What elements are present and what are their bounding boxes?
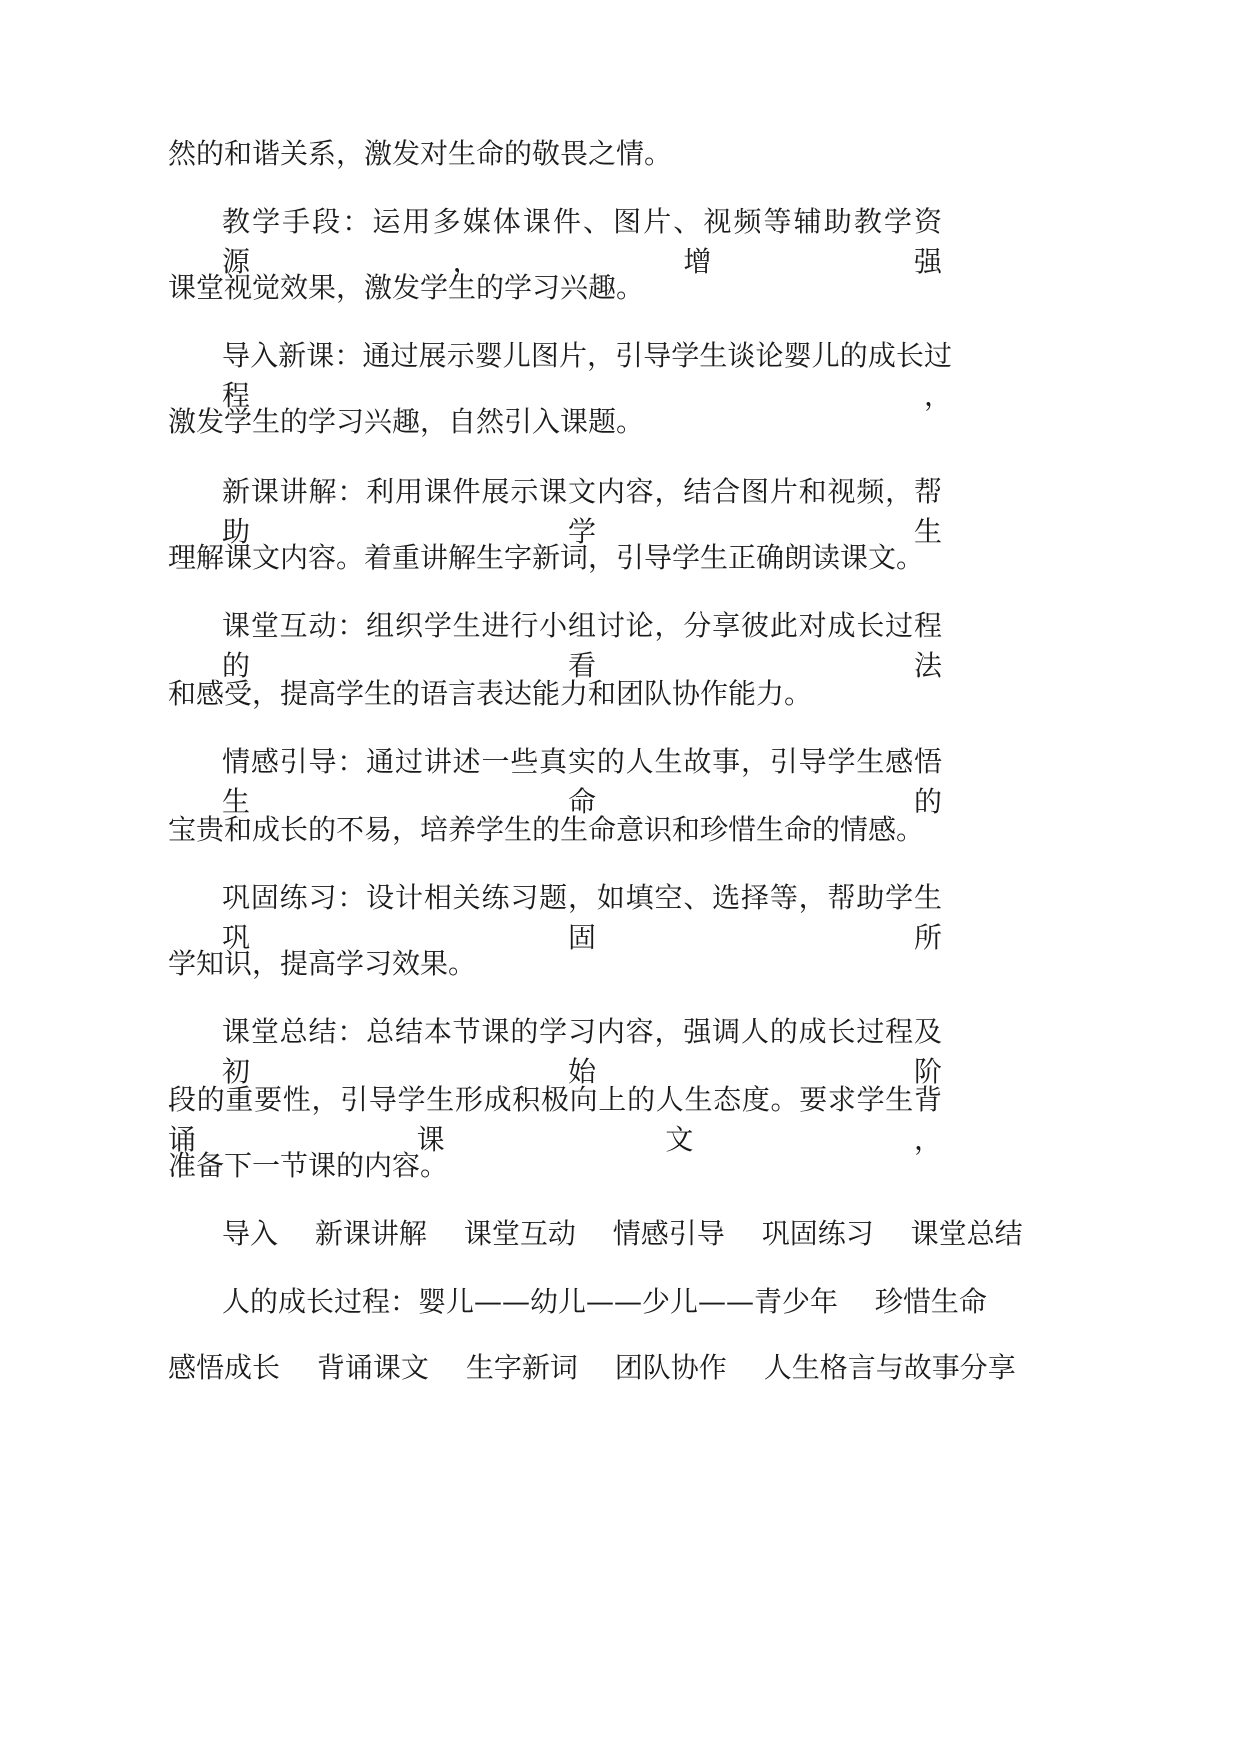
keyword: 团队协作 [614,1351,727,1384]
paragraph-emotion-line-2: 宝贵和成长的不易，培养学生的生命意识和珍惜生命的情感。 [168,813,925,846]
keyword: 背诵课文 [316,1351,429,1384]
paragraph-summary-line-3: 准备下一节课的内容。 [168,1149,449,1182]
keyword: 课堂互动 [463,1217,576,1250]
paragraph-intro-line-2: 激发学生的学习兴趣，自然引入课题。 [168,405,645,438]
keyword-row-3 [168,1348,1016,1388]
keyword: 导入 [222,1217,279,1250]
keyword-row-1 [222,1214,1023,1254]
paragraph-emotion-line-1: 情感引导：通过讲述一些真实的人生故事，引导学生感悟生命的 [222,745,942,818]
keyword: 巩固练习 [761,1217,874,1250]
keyword: 情感引导 [612,1217,725,1250]
keyword: 新课讲解 [314,1217,427,1250]
keyword: 珍惜生命 [874,1285,987,1318]
paragraph-interaction-line-2: 和感受，提高学生的语言表达能力和团队协作能力。 [168,677,813,710]
paragraph-summary-line-2: 段的重要性，引导学生形成积极向上的人生态度。要求学生背诵课文， [168,1083,942,1156]
keyword: 生字新词 [465,1351,578,1384]
keyword: 课堂总结 [910,1217,1023,1250]
paragraph-summary-line-1: 课堂总结：总结本节课的学习内容，强调人的成长过程及初始阶 [222,1015,942,1088]
paragraph-practice-line-2: 学知识，提高学习效果。 [168,947,477,980]
paragraph-new-lesson-line-1: 新课讲解：利用课件展示课文内容，结合图片和视频，帮助学生 [222,475,942,548]
keyword: 感悟成长 [168,1351,281,1384]
paragraph-teaching-means-line-1: 教学手段：运用多媒体课件、图片、视频等辅助教学资源，增强 [222,205,942,278]
paragraph-interaction-line-1: 课堂互动：组织学生进行小组讨论，分享彼此对成长过程的看法 [222,609,942,682]
paragraph-practice-line-1: 巩固练习：设计相关练习题，如填空、选择等，帮助学生巩固所 [222,881,942,954]
text-line-1: 然的和谐关系，激发对生命的敬畏之情。 [168,137,673,170]
paragraph-intro-line-1: 导入新课：通过展示婴儿图片，引导学生谈论婴儿的成长过程， [222,339,952,412]
keyword-row-2 [222,1282,987,1322]
keyword: 人的成长过程：婴儿——幼儿——少儿——青少年 [222,1285,839,1318]
paragraph-new-lesson-line-2: 理解课文内容。着重讲解生字新词，引导学生正确朗读课文。 [168,541,925,574]
paragraph-teaching-means-line-2: 课堂视觉效果，激发学生的学习兴趣。 [168,271,645,304]
keyword: 人生格言与故事分享 [763,1351,1016,1384]
